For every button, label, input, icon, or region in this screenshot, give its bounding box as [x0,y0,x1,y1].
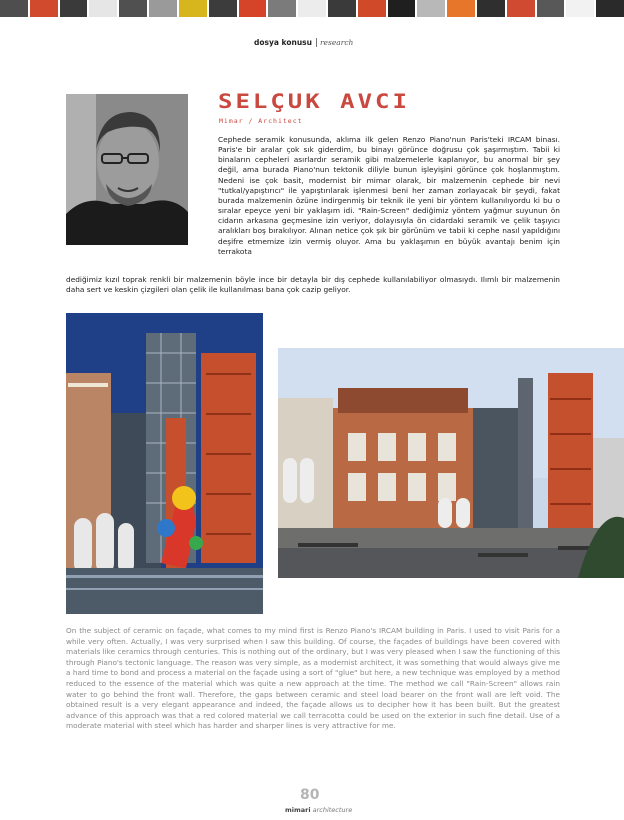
color-swatch [58,0,88,17]
section-label [254,38,353,47]
color-swatch [594,0,624,17]
color-swatch [207,0,237,17]
color-swatch [117,0,147,17]
color-swatch [564,0,594,17]
page-number: 80 [300,787,320,803]
brand-name: mimari [285,806,311,814]
color-swatch [0,0,28,17]
color-swatch [386,0,416,17]
ircam-building-photo-left [66,313,263,614]
section-label-turkish: dosya konusu [254,38,312,47]
color-swatch [356,0,386,17]
color-swatch-bar [0,0,624,17]
color-swatch [266,0,296,17]
section-label-english: research [316,38,353,47]
color-swatch [505,0,535,17]
color-swatch [177,0,207,17]
author-name: SELÇUK AVCI [218,90,410,113]
turkish-paragraph-bottom: dediğimiz kızıl toprak renkli bir malzemenin böyle ince bir detayla bir dış cephede kullanılabiliyor olmasıydı. Ilımlı bir malzemenin daha sert ve keskin çizgileri olan çelik ile kullanılması bana çok cazip geliyor. [66,275,560,295]
color-swatch [535,0,565,17]
magazine-brand [285,806,352,814]
color-swatch [237,0,267,17]
color-swatch [415,0,445,17]
color-swatch [87,0,117,17]
color-swatch [475,0,505,17]
english-paragraph: On the subject of ceramic on façade, what comes to my mind first is Renzo Piano's IRCAM building in Paris. I used to visit Paris for a while very often. Actually, I was very surprised when I saw this building. Of course, the façades of buildings have been covered with materials like ceramics through centuries. This is nothing out of the ordinary, but I was very pleased when I saw the functioning of this through Piano's tectonic language. The reason was very simple, as a modernist architect, it was something that would always give me a hard time to bond and process a material on the façade using a sort of "glue" but here, a new technique was employed by a method reduced to the essence of the material which was quite a new approach at the time. The method we call "Rain-Screen" allows rain water to go behind the front wall. Therefore, the gaps between ceramic and steel load bearer on the front wall are left void. The obtained result is a very elegant appearance and indeed, the façade allows us to decipher how it has been built. But the greatest advance of this approach was that a red colored material we call terracotta could be used on the exterior in such fine detail. Use of a moderate material with steel which has harder and sharper lines is very attractive for me. [66,626,560,731]
ircam-building-photo-right [278,348,624,578]
color-swatch [147,0,177,17]
color-swatch [296,0,326,17]
author-portrait-photo [66,94,188,245]
author-role: Mimar / Architect [219,117,303,125]
turkish-paragraph-top: Cephede seramik konusunda, aklıma ilk gelen Renzo Piano'nun Paris'teki IRCAM binası. Paris'e bir aralar çok sık giderdim, bu binayı görünce doğrusu çok şaşırmıştım. Tabii ki binaların cepheleri asırlardır seramik gibi malzemelerle kaplanıyor, bu anormal bir şey değil, ama burada Piano'nun tektonik diliyle bunun işleyişini görünce çok hoşlanmıştım. Nedeni ise çok basit, modernist bir mimar olarak, bir malzemenin cephede bir nevi "tutkal/yapıştırıcı" ile yapıştırılarak işlenmesi beni her zaman zorlayacak bir şeydi, fakat burada malzemenin özüne indirgenmiş bir teknik ile yeni bir yöntem kullanılıyordu ki bu o sıralar epeyce yeni bir yaklaşım idi. "Rain-Screen" dediğimiz yöntem yağmur suyunun ön cidarın arkasına geçmesine izin veriyor, dolayısıyla ön cidardaki seramik ve çelik taşıyıcı aralıkları boş bırakılıyor. Alınan netice çok şık bir görünüm ve tabii ki cephe nasıl yapıldığını deşifre etmemize izin vermiş oluyor. Ama bu yaklaşımın en büyük avantajı benim için terrakota [218,135,560,256]
color-swatch [28,0,58,17]
color-swatch [326,0,356,17]
brand-subtitle: architecture [312,806,353,814]
color-swatch [445,0,475,17]
